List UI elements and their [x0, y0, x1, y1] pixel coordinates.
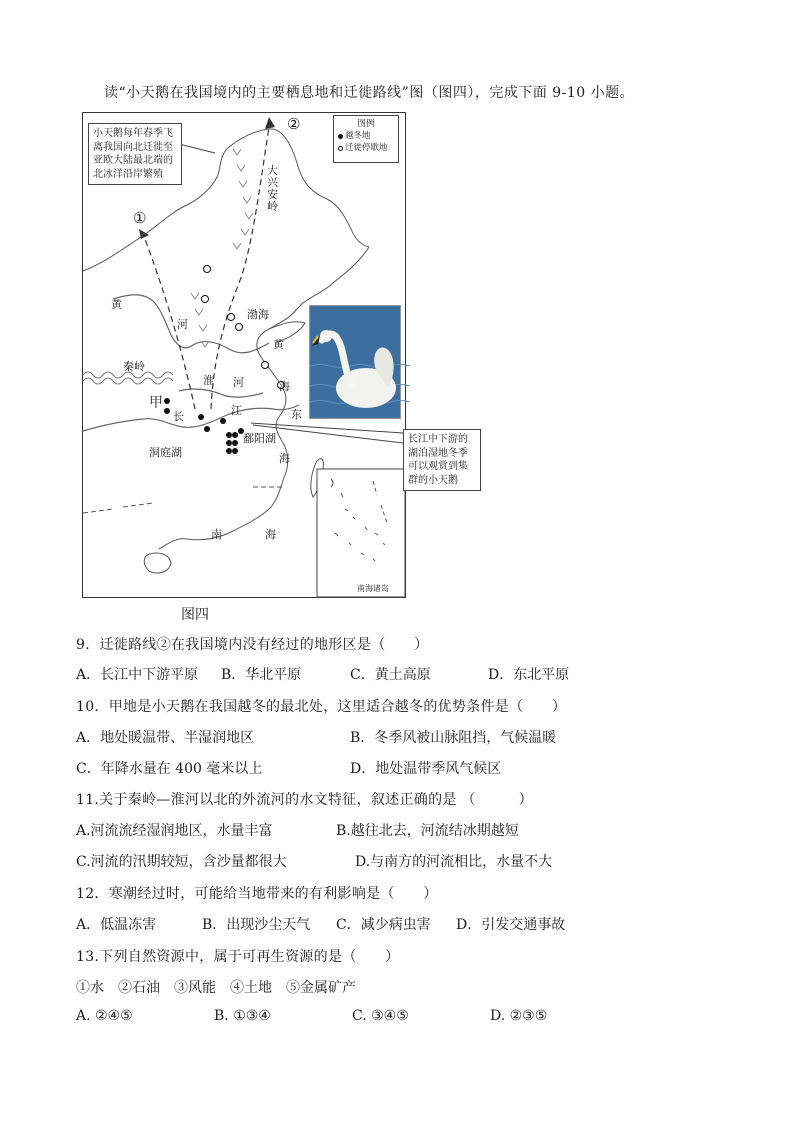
note-top-box: 小天鹅每年春季飞离我国向北迁徙至亚欧大陆最北端的北冰洋沿岸繁殖	[88, 123, 182, 185]
question-9-stem: 9．迁徙路线②在我国境内没有经过的地形区是（ ）	[76, 637, 429, 653]
q10-option-b: B．冬季风被山脉阻挡，气候温暖	[350, 730, 557, 746]
note-bottom-box: 长江中下游的湖泊湿地冬季可以观赏到集群的小天鹅	[403, 429, 481, 491]
q11-option-d: D.与南方的河流相比，水量不大	[355, 854, 553, 870]
figure-caption: 图四	[181, 607, 209, 623]
swan-icon	[310, 306, 400, 418]
nanhai-hai-label: 海	[265, 528, 276, 541]
q12-option-c: C．减少病虫害	[336, 917, 431, 933]
nanhai-label: 南	[211, 528, 222, 541]
question-12-stem: 12．寒潮经过时，可能给当地带来的有利影响是（ ）	[76, 886, 438, 902]
jia-label: 甲	[149, 395, 163, 411]
inset-label: 南海诸岛	[357, 584, 389, 593]
q11-option-b: B.越往北去，河流结冰期越短	[336, 823, 519, 839]
daxinganling-label: 大兴安岭	[267, 164, 278, 213]
q12-option-b: B．出现沙尘天气	[202, 917, 311, 933]
q13-option-b: B. ①③④	[214, 1008, 271, 1024]
poyang-label: 鄱阳湖	[243, 432, 276, 445]
q12-option-d: D．引发交通事故	[456, 917, 566, 933]
changjiang-jiang-label: 江	[231, 404, 242, 417]
q10-option-d: D．地处温带季风气候区	[350, 761, 502, 777]
q9-option-c: C．黄土高原	[350, 667, 431, 683]
huanghe-label-2: 河	[177, 318, 188, 331]
legend-stop-label: 迁徙停歇地	[345, 143, 388, 153]
map-legend	[333, 115, 399, 163]
q13-option-a: A. ②④⑤	[76, 1008, 133, 1024]
question-11-stem: 11.关于秦岭—淮河以北的外流河的水文特征，叙述正确的是 （ ）	[76, 792, 533, 808]
huai-label: 淮	[203, 374, 214, 387]
legend-title: 图例	[357, 119, 375, 129]
qinling-label: 秦岭	[123, 360, 145, 373]
bohai-label: 渤海	[247, 308, 269, 321]
q11-option-a: A.河流流经湿润地区，水量丰富	[76, 823, 273, 839]
donghai-label: 东	[291, 408, 302, 421]
donghai-hai-label: 海	[279, 452, 290, 465]
q12-option-a: A．低温冻害	[76, 917, 157, 933]
route-2-label: ②	[287, 115, 301, 133]
legend-winter-label: 越冬地	[345, 131, 371, 141]
q9-option-b: B．华北平原	[221, 667, 302, 683]
dongting-label: 洞庭湖	[149, 446, 182, 459]
q13-option-c: C. ③④⑤	[352, 1008, 409, 1024]
huanghai-hai-label: 海	[279, 380, 290, 393]
stopover-circle-icon	[338, 146, 343, 151]
migration-map	[82, 112, 468, 598]
q13-items: ①水 ②石油 ③风能 ④土地 ⑤金属矿产	[76, 980, 356, 996]
huanghai-label: 黄	[273, 338, 284, 351]
swan-photo	[309, 305, 401, 419]
wintering-dot-icon	[338, 134, 343, 139]
question-10-stem: 10．甲地是小天鹅在我国越冬的最北处，这里适合越冬的优势条件是（ ）	[76, 699, 567, 715]
q13-option-d: D. ②③⑤	[490, 1008, 548, 1024]
huai-he-label: 河	[233, 376, 244, 389]
q9-option-a: A．长江中下游平原	[76, 667, 199, 683]
q10-option-c: C．年降水量在 400 毫米以上	[76, 761, 263, 777]
route-1-label: ①	[133, 209, 147, 227]
huanghe-label-1: 黄	[111, 298, 122, 311]
changjiang-chang-label: 长	[173, 410, 184, 423]
q11-option-c: C.河流的汛期较短，含沙量都很大	[76, 854, 287, 870]
q10-option-a: A．地处暖温带、半湿润地区	[76, 730, 255, 746]
q9-option-d: D．东北平原	[488, 667, 570, 683]
question-13-stem: 13.下列自然资源中，属于可再生资源的是（ ）	[76, 949, 400, 965]
intro-text: 读“小天鹅在我国境内的主要栖息地和迁徙路线”图（图四），完成下面 9-10 小题。	[104, 85, 635, 101]
